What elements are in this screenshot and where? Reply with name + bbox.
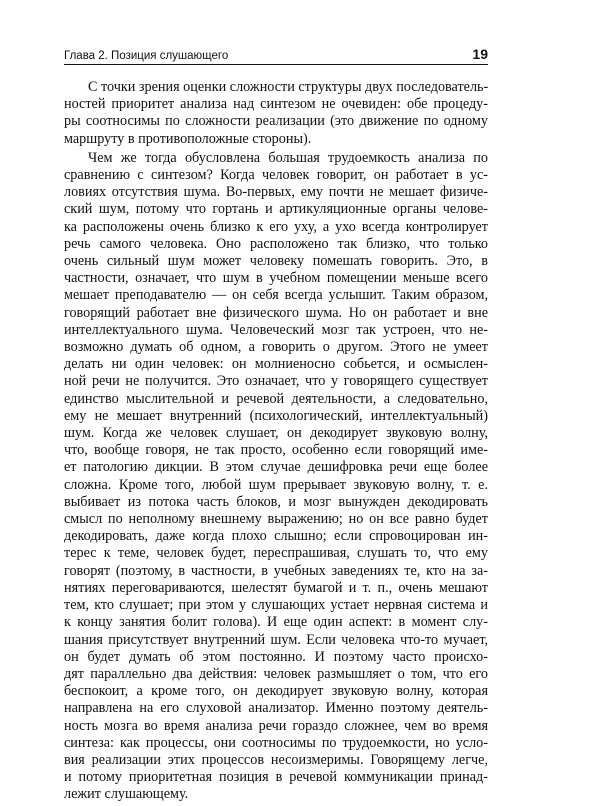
text-line: терес к теме, человек будет, переспрашивая, слушать то, что ему xyxy=(64,545,488,562)
text-line: мешает преподавателю — он себя всегда услышит. Таким образом, xyxy=(64,287,488,304)
running-header xyxy=(64,46,488,65)
text-line: и потому приоритетная позиция в речевой коммуникации принад- xyxy=(64,769,488,786)
paragraph xyxy=(64,79,488,148)
text-line: ностей приоритет анализа над синтезом не очевиден: обе процеду- xyxy=(64,96,488,113)
text-line: единство мыслительной и речевой деятельности, а следовательно, xyxy=(64,390,488,407)
text-line: что, вообще говоря, не так просто, особенно если говорящий име- xyxy=(64,442,488,459)
text-line: выбивает из потока часть блоков, и мозг вынужден декодировать xyxy=(64,493,488,510)
text-line: вия реализации этих процессов несоизмеримы. Говорящему легче, xyxy=(64,751,488,768)
text-line: речь самого человека. Оно расположено так близко, что только xyxy=(64,235,488,252)
text-line: лежит слушающему. xyxy=(64,786,189,803)
text-line: он будет думать об этом постоянно. И поэтому часто происхо- xyxy=(64,648,488,665)
text-line: направлена на его слуховой анализатор. Именно поэтому деятель- xyxy=(64,700,488,717)
page-number: 19 xyxy=(472,46,488,62)
text-line: декодировать, даже когда плохо слышно; если спровоцирован ин- xyxy=(64,528,488,545)
text-line: С точки зрения оценки сложности структуры двух последователь- xyxy=(88,79,489,95)
text-line: Чем же тогда обусловлена большая трудоемкость анализа по xyxy=(88,149,488,166)
text-line: шум. Когда же человек слушает, он декодирует звуковую волну, xyxy=(64,425,488,442)
text-line: ский шум, потому что гортань и артикуляционные органы челове- xyxy=(64,201,488,218)
text-line: тем, кто слушает; при этом у слушающих устает нервная система и xyxy=(64,597,488,614)
text-line: ка расположены очень близко к его уху, а ухо всегда контролирует xyxy=(64,218,488,235)
text-line: очень сильный шум может человеку помешать говорить. Это, в xyxy=(64,253,488,270)
text-line: частности, означает, что шум в учебном помещении меньше всего xyxy=(64,270,488,287)
text-line: возможно думать об одном, а говорить о другом. Этого не умеет xyxy=(64,339,488,356)
text-line: сложна. Кроме того, любой шум прерывает звуковую волну, т. е. xyxy=(64,476,488,493)
body-text xyxy=(64,79,488,804)
text-line: ловиях отсутствия шума. Во-первых, ему почти не мешает физиче- xyxy=(64,184,488,201)
text-line: делать ни один человек: он молниеносно собьется, и осмыслен- xyxy=(64,356,488,373)
text-line: интеллектуального шума. Человеческий мозг так устроен, что не- xyxy=(64,321,488,338)
text-line: ему не мешает внутренний (психологический, интеллектуальный) xyxy=(64,407,488,424)
paragraph xyxy=(64,150,488,804)
text-line: ры соотносимы по сложности реализации (это движение по одному xyxy=(64,113,488,130)
text-line: нятиях переговариваются, шелестят бумагой и т. п., очень мешают xyxy=(64,579,488,596)
text-line: дят параллельно два действия: человек размышляет о том, что его xyxy=(64,665,488,682)
text-line: синтеза: как процессы, они соотносимы по трудоемкости, но усло- xyxy=(64,734,488,751)
text-line: сравнению с синтезом? Когда человек говорит, он работает в ус- xyxy=(64,167,488,184)
text-line: говорящий работает вне физического шума. Но он работает и вне xyxy=(64,304,488,321)
chapter-title: Глава 2. Позиция слушающего xyxy=(64,50,229,62)
text-line: маршруту в противоположные стороны). xyxy=(64,130,312,147)
text-line: говорят (поэтому, в частности, в учебных заведениях те, кто на за- xyxy=(64,562,488,579)
text-line: ет патологию дикции. В этом случае дешифровка речи еще более xyxy=(64,459,488,476)
text-line: беспокоит, а кроме того, он декодирует звуковую волну, которая xyxy=(64,683,488,700)
text-line: ность мозга во время анализа речи гораздо сложнее, чем во время xyxy=(64,717,488,734)
book-page xyxy=(64,46,488,806)
text-line: смысл по неполному внешнему выражению; но он все равно будет xyxy=(64,511,488,528)
text-line: шания присутствует внутренний шум. Если человека что-то мучает, xyxy=(64,631,488,648)
text-line: к концу занятия болит голова). И еще один аспект: в момент слу- xyxy=(64,614,488,631)
text-line: ной речи не получится. Это означает, что у говорящего существует xyxy=(64,373,488,390)
